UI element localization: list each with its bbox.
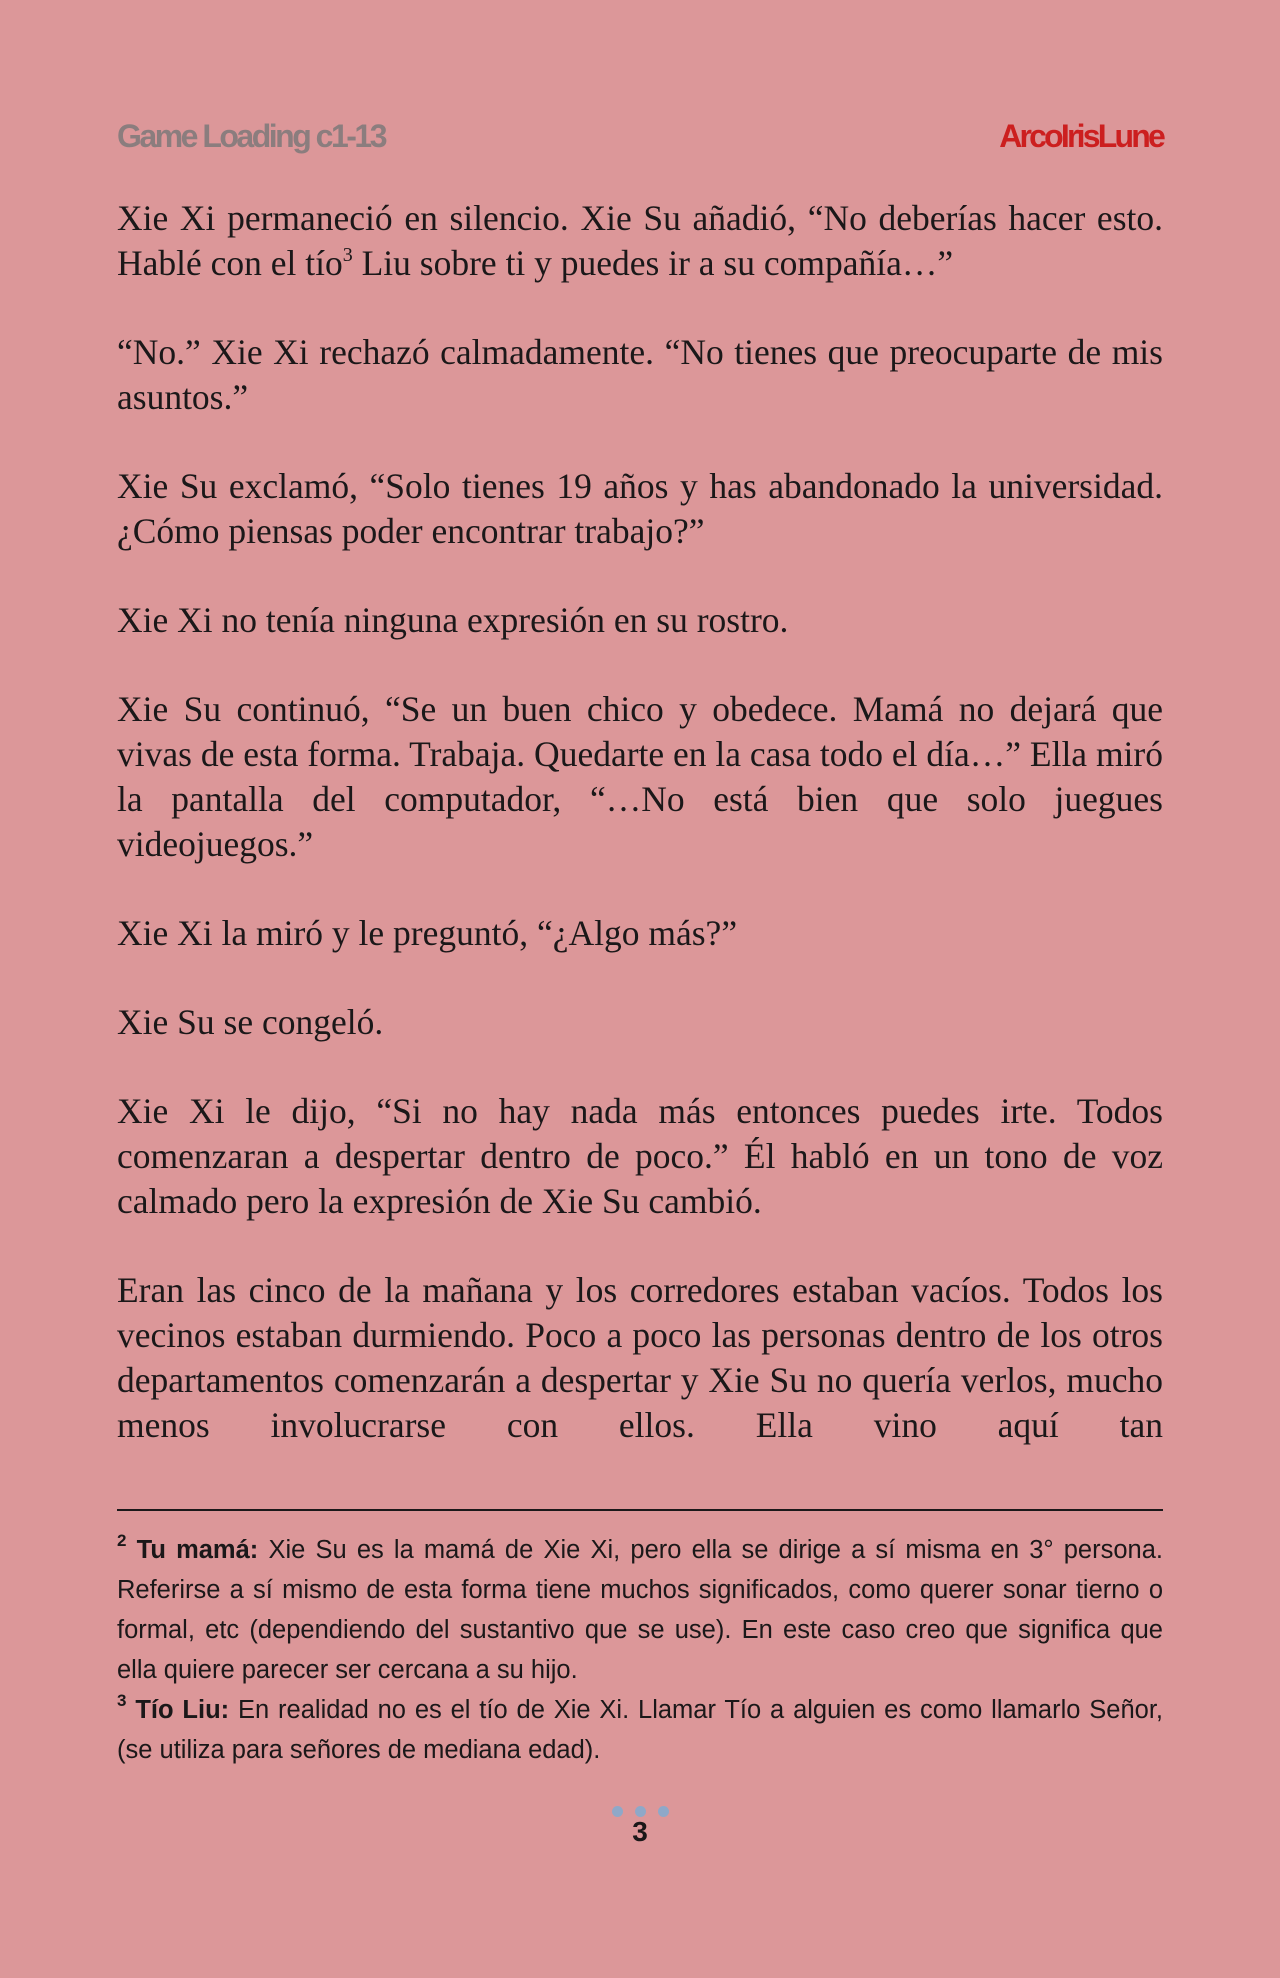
paragraph-1 [117, 196, 1163, 286]
paragraph-1-text-a: Xie Xi permaneció en silencio. Xie Su añadió, “No deberías hacer esto. Hablé con el tío [117, 198, 1163, 283]
body-text [117, 196, 1163, 1448]
footnote-term: Tío Liu: [135, 1696, 230, 1724]
document-page [117, 0, 1163, 1978]
footnote-number: 2 [117, 1531, 127, 1550]
footnote-text: En realidad no es el tío de Xie Xi. Llamar Tío a alguien es como llamarlo Señor, (se utiliza para señores de mediana edad). [117, 1696, 1163, 1764]
page-header [117, 118, 1163, 162]
paragraph-5: Xie Su continuó, “Se un buen chico y obedece. Mamá no dejará que vivas de esta forma. Trabaja. Quedarte en la casa todo el día…” Ella miró la pantalla del computador, “…No está bien que solo juegues videojuegos.” [117, 689, 1163, 864]
header-author: ArcoIrisLune [999, 118, 1163, 154]
header-title: Game Loading c1-13 [117, 118, 385, 154]
page-number: 3 [632, 1816, 648, 1847]
footnotes [117, 1530, 1163, 1770]
footnote-number: 3 [117, 1691, 127, 1710]
paragraph-6: Xie Xi la miró y le preguntó, “¿Algo más?” [117, 913, 738, 953]
footnote-text: Xie Su es la mamá de Xie Xi, pero ella se dirige a sí misma en 3° persona. Referirse a sí mismo de esta forma tiene muchos significados, como querer sonar tierno o formal, etc (dependiendo del sustantivo que se use). En este caso creo que significa que ella quiere parecer ser cercana a su hijo. [117, 1536, 1163, 1684]
footnote-reference-3: 3 [342, 244, 353, 266]
paragraph-7: Xie Su se congeló. [117, 1002, 384, 1042]
paragraph-8: Xie Xi le dijo, “Si no hay nada más entonces puedes irte. Todos comenzaran a despertar dentro de poco.” Él habló en un tono de voz calmado pero la expresión de Xie Su cambió. [117, 1091, 1163, 1221]
footnote-term: Tu mamá: [136, 1536, 259, 1564]
paragraph-9: Eran las cinco de la mañana y los corredores estaban vacíos. Todos los vecinos estaban durmiendo. Poco a poco las personas dentro de los otros departamentos comenzarán a despertar y Xie Su no quería verlos, mucho menos involucrarse con ellos. Ella vino aquí tan [117, 1270, 1163, 1445]
footnote-2 [117, 1530, 1163, 1690]
paragraph-4: Xie Xi no tenía ninguna expresión en su rostro. [117, 600, 789, 640]
paragraph-2: “No.” Xie Xi rechazó calmadamente. “No tienes que preocuparte de mis asuntos.” [117, 332, 1163, 417]
footnote-3 [117, 1690, 1163, 1770]
paragraph-3: Xie Su exclamó, “Solo tienes 19 años y has abandonado la universidad. ¿Cómo piensas poder encontrar trabajo?” [117, 466, 1163, 551]
footnote-divider [117, 1509, 1163, 1511]
paragraph-1-text-b: Liu sobre ti y puedes ir a su compañía…” [352, 243, 954, 283]
